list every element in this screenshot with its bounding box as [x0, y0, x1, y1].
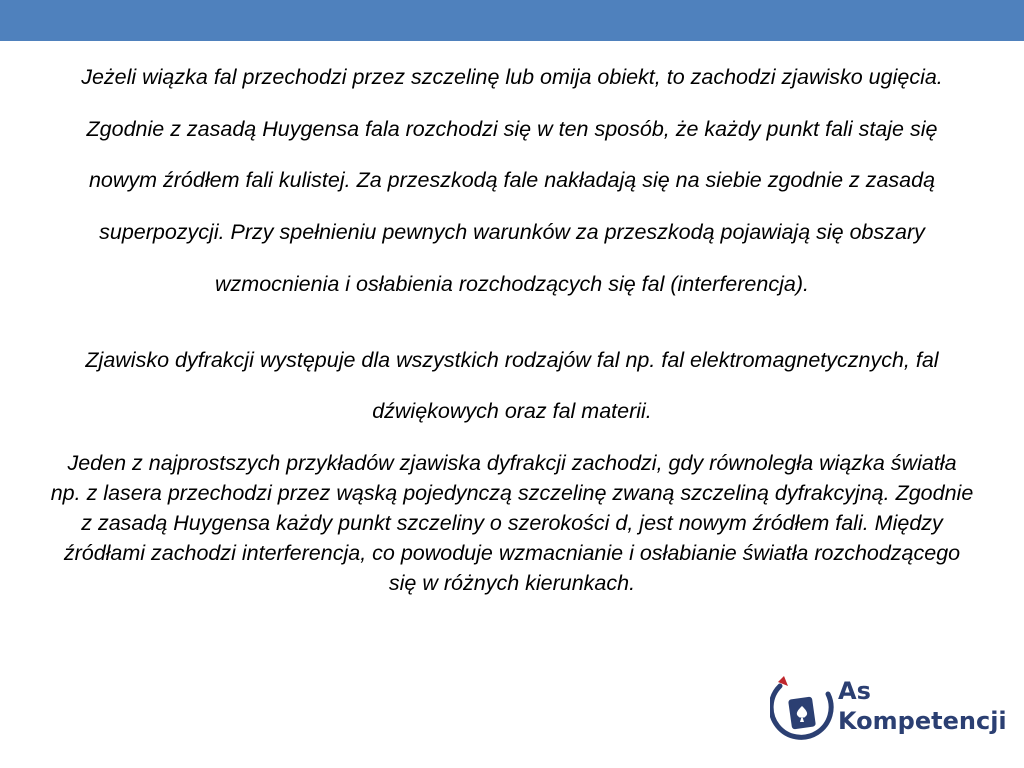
logo-text — [838, 676, 1007, 736]
paragraph-diffraction-occurrence: Zjawisko dyfrakcji występuje dla wszystkich rodzajów fal np. fal elektromagnetycznych, fal dźwiękowych oraz fal materii. — [85, 347, 939, 424]
logo-card-icon — [770, 672, 834, 742]
logo-text-line2: Kompetencji — [838, 707, 1007, 735]
as-kompetencji-logo — [770, 672, 1007, 742]
paragraph-diffraction-example: Jeden z najprostszych przykładów zjawiska dyfrakcji zachodzi, gdy równoległa wiązka światła np. z lasera przechodzi przez wąską pojedynczą szczelinę zwaną szczeliną dyfrakcyjną. Zgodnie z zasadą Huygensa każdy punkt szczeliny o szerokości d, jest nowym źródłem fali. Między źródłami zachodzi interferencja, co powoduje wzmacnianie i osłabianie światła rozchodzącego się w różnych kierunkach. — [50, 450, 974, 595]
header-bar — [0, 0, 1024, 41]
slide-content — [50, 52, 974, 598]
paragraph-diffraction-definition: Jeżeli wiązka fal przechodzi przez szczelinę lub omija obiekt, to zachodzi zjawisko ugięcia. Zgodnie z zasadą Huygensa fala rozchodzi się w ten sposób, że każdy punkt fali staje się nowym źródłem fali kulistej. Za przeszkodą fale nakładają się na siebie zgodnie z zasadą superpozycji. Przy spełnieniu pewnych warunków za przeszkodą pojawiają się obszary wzmocnienia i osłabienia rozchodzących się fal (interferencja). — [81, 65, 943, 296]
logo-text-line1: As — [838, 677, 871, 705]
